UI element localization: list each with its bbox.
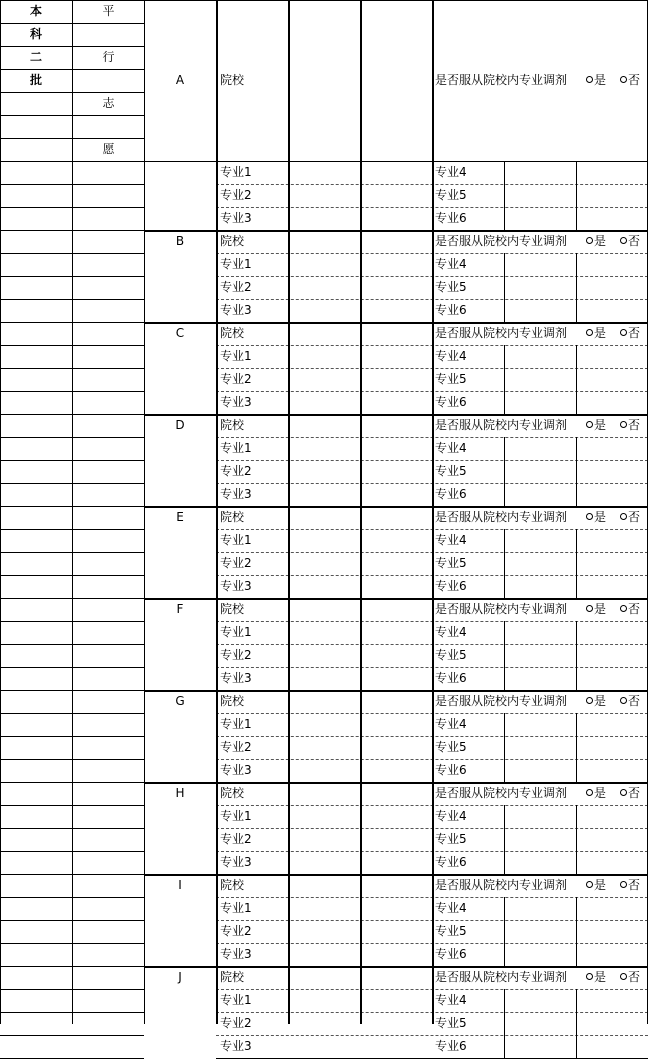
adjust-no-option[interactable]: [620, 966, 640, 989]
radio-circle-icon: [620, 76, 627, 83]
school-label: 院校: [220, 326, 245, 340]
option-label: 是: [594, 602, 607, 616]
grid-line: [216, 1035, 648, 1036]
adjust-yes-option[interactable]: [586, 230, 606, 253]
grid-line: [144, 0, 145, 1024]
group-letter: D: [175, 418, 185, 432]
radio-circle-icon: [586, 697, 593, 704]
grid-line: [504, 161, 505, 230]
radio-circle-icon: [620, 789, 627, 796]
grid-line: [504, 713, 505, 782]
header-col1-char: 批: [29, 73, 42, 87]
major-label: 专业1: [220, 809, 252, 823]
option-label: 否: [628, 786, 641, 800]
radio-circle-icon: [586, 973, 593, 980]
major-label: 专业3: [220, 763, 252, 777]
header-col2-char: 平: [102, 4, 115, 18]
grid-line: [144, 230, 648, 232]
grid-line: [72, 46, 144, 47]
grid-line: [576, 437, 577, 506]
option-label: 否: [628, 73, 641, 87]
adjust-label: 是否服从院校内专业调剂: [435, 418, 568, 432]
option-label: 是: [594, 418, 607, 432]
major-label: 专业4: [435, 993, 467, 1007]
grid-line: [0, 161, 648, 162]
major-label: 专业3: [220, 487, 252, 501]
major-label: 专业1: [220, 717, 252, 731]
major-label: 专业3: [220, 1039, 252, 1053]
major-label: 专业6: [435, 671, 467, 685]
major-label: 专业4: [435, 717, 467, 731]
header-col2-char: 行: [102, 50, 115, 64]
grid-line: [144, 782, 648, 784]
major-label: 专业4: [435, 809, 467, 823]
radio-circle-icon: [620, 973, 627, 980]
option-label: 否: [628, 326, 641, 340]
header-col2-char: [73, 23, 144, 46]
grid-line: [576, 805, 577, 874]
school-label: 院校: [220, 786, 245, 800]
major-label: 专业3: [220, 855, 252, 869]
group-letter: J: [178, 970, 182, 984]
major-label: 专业2: [220, 556, 252, 570]
major-label: 专业1: [220, 165, 252, 179]
option-label: 否: [628, 970, 641, 984]
major-label: 专业4: [435, 533, 467, 547]
grid-line: [72, 92, 144, 93]
grid-line: [647, 0, 648, 1024]
major-label: 专业3: [220, 947, 252, 961]
major-label: 专业6: [435, 487, 467, 501]
major-label: 专业5: [435, 832, 467, 846]
major-label: 专业2: [220, 1016, 252, 1030]
grid-line: [144, 598, 648, 600]
major-label: 专业5: [435, 464, 467, 478]
grid-line: [216, 0, 218, 1024]
group-letter: A: [175, 73, 185, 87]
major-label: 专业5: [435, 740, 467, 754]
radio-circle-icon: [620, 329, 627, 336]
option-label: 是: [594, 510, 607, 524]
grid-line: [576, 345, 577, 414]
radio-circle-icon: [620, 513, 627, 520]
school-label: 院校: [220, 73, 245, 87]
radio-circle-icon: [586, 881, 593, 888]
major-label: 专业1: [220, 349, 252, 363]
grid-line: [0, 23, 72, 24]
major-label: 专业4: [435, 349, 467, 363]
radio-circle-icon: [620, 421, 627, 428]
grid-line: [576, 713, 577, 782]
group-letter: I: [178, 878, 182, 892]
major-label: 专业5: [435, 556, 467, 570]
adjust-no-option[interactable]: [620, 874, 640, 897]
major-label: 专业4: [435, 625, 467, 639]
option-label: 是: [594, 786, 607, 800]
major-label: 专业2: [220, 464, 252, 478]
adjust-label: 是否服从院校内专业调剂: [435, 878, 568, 892]
group-letter: H: [175, 786, 185, 800]
header-col1-char: 科: [29, 27, 42, 41]
school-label: 院校: [220, 418, 245, 432]
major-label: 专业6: [435, 1039, 467, 1053]
adjust-yes-option[interactable]: [586, 966, 606, 989]
major-label: 专业1: [220, 625, 252, 639]
grid-line: [0, 1035, 144, 1036]
grid-line: [504, 897, 505, 966]
radio-circle-icon: [620, 697, 627, 704]
major-label: 专业1: [220, 901, 252, 915]
adjust-no-option[interactable]: [620, 230, 640, 253]
adjust-label: 是否服从院校内专业调剂: [435, 510, 568, 524]
option-label: 否: [628, 602, 641, 616]
grid-line: [576, 253, 577, 322]
major-label: 专业5: [435, 372, 467, 386]
grid-line: [0, 69, 72, 70]
adjust-no-option[interactable]: [620, 690, 640, 713]
major-label: 专业1: [220, 533, 252, 547]
grid-line: [72, 138, 144, 139]
major-label: 专业1: [220, 257, 252, 271]
adjust-label: 是否服从院校内专业调剂: [435, 326, 568, 340]
major-label: 专业5: [435, 648, 467, 662]
major-label: 专业6: [435, 855, 467, 869]
major-label: 专业5: [435, 280, 467, 294]
radio-circle-icon: [586, 237, 593, 244]
school-label: 院校: [220, 878, 245, 892]
school-label: 院校: [220, 510, 245, 524]
major-label: 专业4: [435, 165, 467, 179]
adjust-label: 是否服从院校内专业调剂: [435, 602, 568, 616]
school-label: 院校: [220, 970, 245, 984]
grid-line: [144, 966, 648, 968]
option-label: 是: [594, 326, 607, 340]
option-label: 否: [628, 418, 641, 432]
option-label: 是: [594, 970, 607, 984]
radio-circle-icon: [586, 789, 593, 796]
radio-circle-icon: [586, 329, 593, 336]
major-label: 专业6: [435, 947, 467, 961]
grid-line: [144, 322, 648, 324]
option-label: 否: [628, 878, 641, 892]
grid-line: [288, 0, 290, 1024]
adjust-yes-option[interactable]: [586, 322, 606, 345]
group-letter: C: [175, 326, 185, 340]
adjust-yes-option[interactable]: [586, 414, 606, 437]
major-label: 专业2: [220, 188, 252, 202]
major-label: 专业4: [435, 441, 467, 455]
grid-line: [504, 529, 505, 598]
header-col2-char: [73, 69, 144, 92]
school-label: 院校: [220, 694, 245, 708]
adjust-no-option[interactable]: [620, 598, 640, 621]
major-label: 专业4: [435, 257, 467, 271]
adjust-yes-option[interactable]: [586, 782, 606, 805]
adjust-yes-option[interactable]: [586, 598, 606, 621]
major-label: 专业2: [220, 648, 252, 662]
school-label: 院校: [220, 602, 245, 616]
adjust-no-option[interactable]: [620, 506, 640, 529]
radio-circle-icon: [620, 605, 627, 612]
grid-line: [0, 138, 72, 139]
major-label: 专业2: [220, 832, 252, 846]
major-label: 专业6: [435, 211, 467, 225]
major-label: 专业6: [435, 763, 467, 777]
group-letter: G: [175, 694, 185, 708]
major-label: 专业6: [435, 303, 467, 317]
major-label: 专业5: [435, 188, 467, 202]
header-col2-char: 志: [102, 96, 115, 110]
grid-line: [0, 46, 72, 47]
grid-line: [576, 161, 577, 230]
option-label: 是: [594, 73, 607, 87]
group-letter: E: [176, 510, 184, 524]
grid-line: [504, 437, 505, 506]
radio-circle-icon: [586, 513, 593, 520]
major-label: 专业1: [220, 441, 252, 455]
grid-line: [576, 529, 577, 598]
adjust-no-option[interactable]: [620, 69, 640, 92]
radio-circle-icon: [586, 76, 593, 83]
grid-line: [576, 897, 577, 966]
grid-line: [144, 874, 648, 876]
major-label: 专业1: [220, 993, 252, 1007]
option-label: 否: [628, 694, 641, 708]
major-label: 专业5: [435, 924, 467, 938]
grid-line: [504, 805, 505, 874]
header-col2-char: [73, 115, 144, 138]
adjust-label: 是否服从院校内专业调剂: [435, 73, 568, 87]
major-label: 专业2: [220, 924, 252, 938]
adjust-label: 是否服从院校内专业调剂: [435, 694, 568, 708]
option-label: 是: [594, 878, 607, 892]
grid-line: [432, 0, 434, 1024]
header-col2-char: 愿: [102, 142, 115, 156]
major-label: 专业6: [435, 395, 467, 409]
radio-circle-icon: [620, 237, 627, 244]
major-label: 专业3: [220, 579, 252, 593]
grid-line: [72, 115, 144, 116]
grid-line: [504, 253, 505, 322]
header-col1-char: 二: [29, 50, 42, 64]
grid-line: [504, 345, 505, 414]
grid-line: [72, 23, 144, 24]
adjust-label: 是否服从院校内专业调剂: [435, 786, 568, 800]
grid-line: [0, 0, 648, 1]
adjust-yes-option[interactable]: [586, 69, 606, 92]
adjust-label: 是否服从院校内专业调剂: [435, 970, 568, 984]
major-label: 专业5: [435, 1016, 467, 1030]
grid-line: [144, 506, 648, 508]
adjust-yes-option[interactable]: [586, 874, 606, 897]
major-label: 专业3: [220, 671, 252, 685]
adjust-no-option[interactable]: [620, 414, 640, 437]
grid-line: [72, 0, 73, 1024]
group-letter: B: [175, 234, 185, 248]
grid-line: [72, 69, 144, 70]
radio-circle-icon: [620, 881, 627, 888]
adjust-no-option[interactable]: [620, 782, 640, 805]
grid-line: [0, 115, 72, 116]
option-label: 是: [594, 694, 607, 708]
option-label: 否: [628, 510, 641, 524]
major-label: 专业3: [220, 395, 252, 409]
major-label: 专业2: [220, 740, 252, 754]
group-letter: F: [176, 602, 184, 616]
grid-line: [360, 0, 362, 1024]
adjust-yes-option[interactable]: [586, 506, 606, 529]
option-label: 否: [628, 234, 641, 248]
major-label: 专业4: [435, 901, 467, 915]
grid-line: [144, 414, 648, 416]
major-label: 专业2: [220, 372, 252, 386]
radio-circle-icon: [586, 421, 593, 428]
adjust-label: 是否服从院校内专业调剂: [435, 234, 568, 248]
grid-line: [0, 92, 72, 93]
major-label: 专业6: [435, 579, 467, 593]
radio-circle-icon: [586, 605, 593, 612]
adjust-yes-option[interactable]: [586, 690, 606, 713]
grid-line: [504, 621, 505, 690]
grid-line: [0, 0, 1, 1024]
school-label: 院校: [220, 234, 245, 248]
grid-line: [144, 690, 648, 692]
major-label: 专业3: [220, 303, 252, 317]
option-label: 是: [594, 234, 607, 248]
grid-line: [576, 621, 577, 690]
major-label: 专业2: [220, 280, 252, 294]
header-col1-char: 本: [29, 4, 42, 18]
adjust-no-option[interactable]: [620, 322, 640, 345]
major-label: 专业3: [220, 211, 252, 225]
